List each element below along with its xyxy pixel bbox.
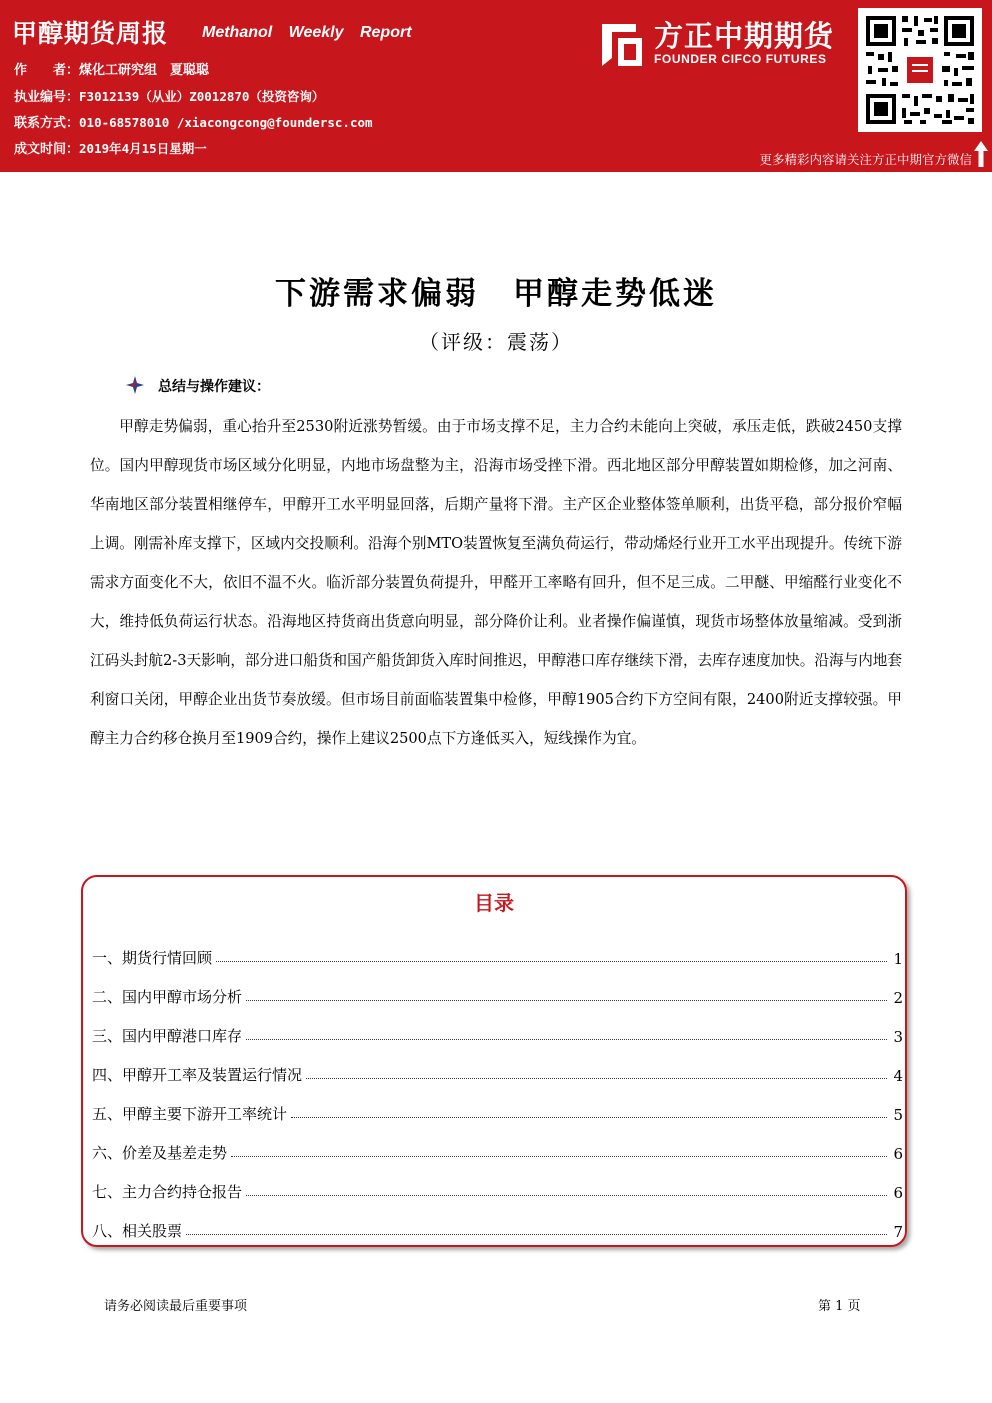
toc-leader-dots: [186, 1233, 887, 1235]
toc-item-label: 六、价差及基差走势: [92, 1144, 228, 1162]
meta-license-value: F3012139（从业）Z0012870（投资咨询）: [79, 89, 325, 104]
toc-leader-dots: [246, 1194, 887, 1196]
toc-leader-dots: [231, 1155, 887, 1157]
toc-item-label: 八、相关股票: [92, 1222, 183, 1240]
report-title-cn: 甲醇期货周报: [12, 19, 169, 48]
toc-item[interactable]: [92, 1046, 903, 1085]
rating-label: （评级：震荡）: [419, 330, 573, 354]
toc-item[interactable]: [92, 1007, 903, 1046]
report-title-en: Methanol Weekly Report: [202, 24, 412, 41]
toc-item[interactable]: [92, 1163, 903, 1202]
company-logo: [598, 14, 848, 70]
document-title: 下游需求偏弱 甲醇走势低迷: [275, 276, 717, 312]
toc-item-page: 1: [893, 950, 903, 968]
author-meta: [14, 60, 574, 164]
meta-license-label: 执业编号：: [14, 90, 80, 105]
meta-date: [14, 138, 574, 164]
table-of-contents: [81, 875, 907, 1247]
toc-list: [92, 929, 903, 1241]
toc-item-label: 三、国内甲醇港口库存: [92, 1027, 243, 1045]
toc-item-page: 6: [893, 1145, 903, 1163]
toc-item[interactable]: [92, 1124, 903, 1163]
meta-date-value: 2019年4月15日星期一: [79, 141, 207, 156]
summary-heading-text: 总结与操作建议：: [158, 379, 270, 395]
wechat-follow-text: 更多精彩内容请关注方正中期官方微信: [759, 152, 972, 167]
diamond-bullet-icon: [126, 376, 144, 394]
meta-contact: [14, 112, 574, 138]
toc-item-page: 4: [893, 1067, 903, 1085]
up-arrow-icon: [973, 140, 989, 168]
toc-leader-dots: [216, 960, 887, 962]
meta-license: [14, 86, 574, 112]
page-number: 第 1 页: [818, 1299, 861, 1314]
meta-author-label: 作 者：: [14, 63, 80, 78]
footer-notice: 请务必阅读最后重要事项: [104, 1299, 248, 1314]
toc-item[interactable]: [92, 1202, 903, 1241]
summary-heading: [126, 376, 270, 398]
toc-item-page: 7: [893, 1223, 903, 1241]
wechat-qr-code: [858, 8, 982, 132]
summary-paragraph: 甲醇走势偏弱，重心抬升至2530附近涨势暂缓。由于市场支撑不足，主力合约未能向上突破，承压走低，跌破2450支撑位。国内甲醇现货市场区域分化明显，内地市场盘整为主，沿海市场受挫下滑。西北地区部分甲醇装置如期检修，加之河南、华南地区部分装置相继停车，甲醇开工水平明显回落，后期产量将下滑。主产区企业整体签单顺利，出货平稳，部分报价窄幅上调。刚需补库支撑下，区域内交投顺利。沿海个别MTO装置恢复至满负荷运行，带动烯烃行业开工水平出现提升。传统下游需求方面变化不大，依旧不温不火。临沂部分装置负荷提升，甲醛开工率略有回升，但不足三成。二甲醚、甲缩醛行业变化不大，维持低负荷运行状态。沿海地区持货商出货意向明显，部分降价让利。业者操作偏谨慎，现货市场整体放量缩减。受到浙江码头封航2-3天影响，部分进口船货和国产船货卸货入库时间推迟，甲醇港口库存继续下滑，去库存速度加快。沿海与内地套利窗口关闭，甲醇企业出货节奏放缓。但市场目前面临装置集中检修，甲醇1905合约下方空间有限，2400附近支撑较强。甲醇主力合约移仓换月至1909合约，操作上建议2500点下方逢低买入，短线操作为宜。: [90, 418, 902, 747]
toc-item-label: 二、国内甲醇市场分析: [92, 988, 243, 1006]
toc-item-label: 一、期货行情回顾: [92, 949, 213, 967]
toc-item-label: 五、甲醇主要下游开工率统计: [92, 1105, 288, 1123]
toc-item-page: 5: [893, 1106, 903, 1124]
toc-item-label: 七、主力合约持仓报告: [92, 1183, 243, 1201]
meta-contact-label: 联系方式：: [14, 116, 80, 131]
logo-text-cn: 方正中期期货: [654, 19, 835, 53]
meta-date-label: 成文时间：: [14, 142, 80, 157]
logo-text-en: FOUNDER CIFCO FUTURES: [654, 52, 827, 66]
toc-item-label: 四、甲醇开工率及装置运行情况: [92, 1066, 303, 1084]
founder-logo-icon: [598, 16, 646, 66]
toc-leader-dots: [291, 1116, 887, 1118]
toc-item[interactable]: [92, 1085, 903, 1124]
toc-item[interactable]: [92, 929, 903, 968]
meta-contact-value[interactable]: 010-68578010 /xiacongcong@foundersc.com: [79, 115, 373, 130]
toc-item[interactable]: [92, 968, 903, 1007]
meta-author-value: 煤化工研究组 夏聪聪: [79, 63, 210, 78]
toc-item-page: 2: [893, 989, 903, 1007]
toc-item-page: 6: [893, 1184, 903, 1202]
toc-title: 目录: [474, 891, 514, 915]
toc-leader-dots: [246, 1038, 887, 1040]
meta-author: [14, 60, 574, 86]
toc-item-page: 3: [893, 1028, 903, 1046]
toc-leader-dots: [246, 999, 887, 1001]
toc-leader-dots: [306, 1077, 887, 1079]
report-header: [0, 0, 992, 172]
